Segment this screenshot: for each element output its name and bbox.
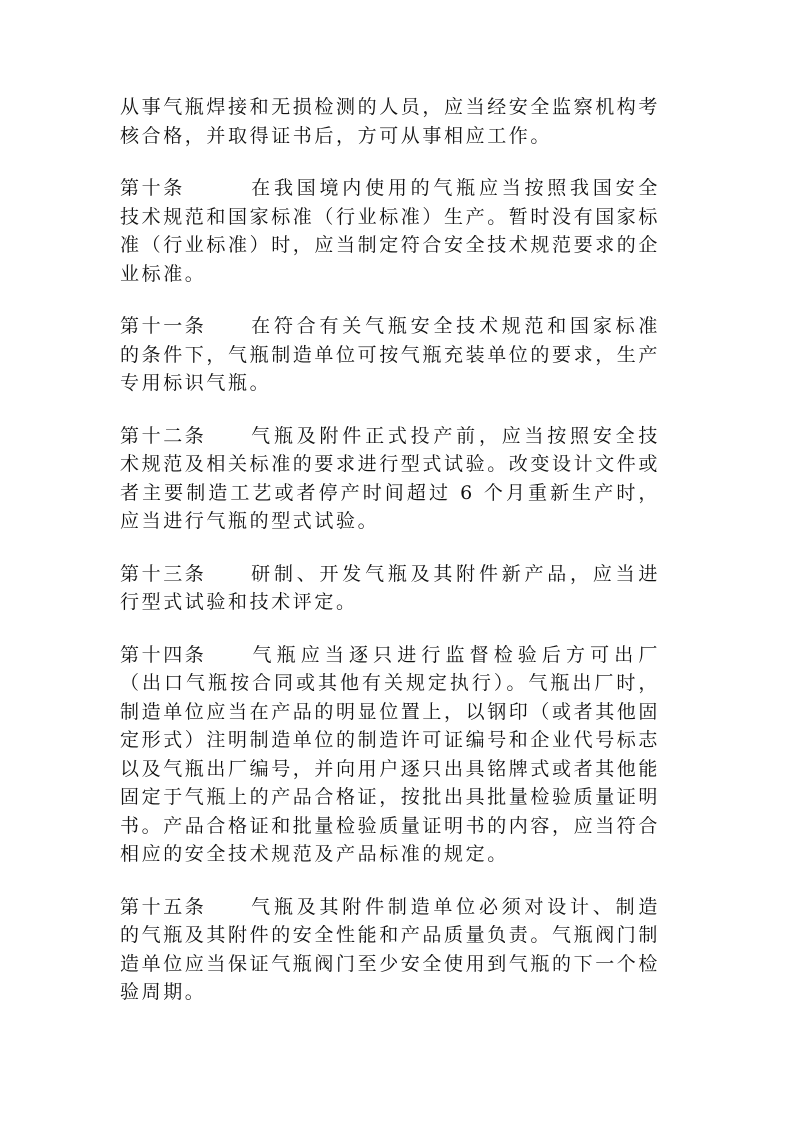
article-10 [120, 174, 660, 288]
article-15 [120, 893, 660, 1007]
paragraph-text: 从事气瓶焊接和无损检测的人员，应当经安全监察机构考核合格，并取得证书后，方可从事相应工作。 [120, 96, 661, 147]
article-text: 气瓶及其附件制造单位必须对设计、制造的气瓶及其附件的安全性能和产品质量负责。气瓶阀门制造单位应当保证气瓶阀门至少安全使用到气瓶的下一个检验周期。 [120, 895, 661, 1003]
article-number: 第十二条 [120, 424, 207, 447]
article-number: 第十三条 [120, 562, 207, 585]
article-number: 第十条 [120, 177, 185, 199]
article-12 [120, 422, 660, 536]
article-number: 第十四条 [120, 643, 207, 666]
article-13 [120, 560, 660, 617]
article-number: 第十一条 [120, 315, 207, 337]
article-11 [120, 312, 660, 398]
article-text: 气瓶及附件正式投产前，应当按照安全技术规范及相关标准的要求进行型式试验。改变设计文件或者主要制造工艺或者停产时间超过 6 个月重新生产时，应当进行气瓶的型式试验。 [120, 424, 661, 532]
article-text: 在符合有关气瓶安全技术规范和国家标准的条件下，气瓶制造单位可按气瓶充装单位的要求，生产专用标识气瓶。 [120, 315, 661, 394]
article-text: 研制、开发气瓶及其附件新产品，应当进行型式试验和技术评定。 [120, 562, 660, 613]
article-text: 在我国境内使用的气瓶应当按照我国安全技术规范和国家标准（行业标准）生产。暂时没有国家标准（行业标准）时，应当制定符合安全技术规范要求的企业标准。 [120, 177, 661, 285]
paragraph-welding-personnel [120, 93, 660, 150]
article-text: 气瓶应当逐只进行监督检验后方可出厂（出口气瓶按合同或其他有关规定执行）。气瓶出厂时，制造单位应当在产品的明显位置上，以钢印（或者其他固定形式）注明制造单位的制造许可证编号和企业代号标志以及气瓶出厂编号，并向用户逐只出具铭牌式或者其他能固定于气瓶上的产品合格证，按批出具批量检验质量证明书。产品合格证和批量检验质量证明书的内容，应当符合相应的安全技术规范及产品标准的规定。 [120, 643, 661, 865]
article-number: 第十五条 [120, 895, 207, 918]
document-page [120, 93, 660, 1031]
article-14 [120, 641, 660, 869]
